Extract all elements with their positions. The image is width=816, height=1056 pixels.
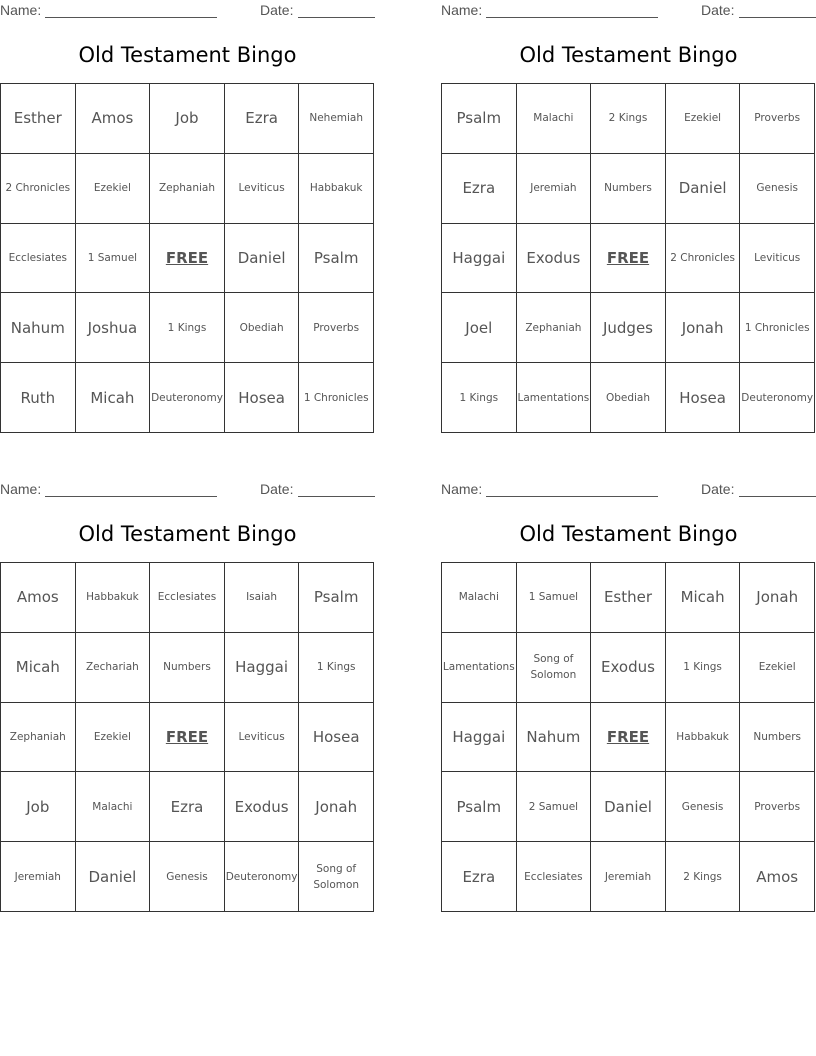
card-title: Old Testament Bingo (78, 43, 297, 67)
bingo-cell: Ezra (442, 154, 517, 224)
bingo-cell: Numbers (740, 703, 815, 773)
bingo-cell: Ezekiel (76, 154, 151, 224)
bingo-cell: Job (150, 84, 225, 154)
bingo-cell: Ruth (1, 363, 76, 433)
bingo-cell: Ezra (150, 772, 225, 842)
bingo-cell: Jeremiah (517, 154, 592, 224)
name-label: Name: (0, 481, 42, 497)
bingo-cell: Daniel (666, 154, 741, 224)
bingo-cell: Micah (1, 633, 76, 703)
date-label: Date: (260, 481, 294, 497)
bingo-cell: Exodus (517, 224, 592, 294)
card-title: Old Testament Bingo (519, 522, 738, 546)
bingo-cell: Numbers (591, 154, 666, 224)
bingo-cell: Jonah (740, 563, 815, 633)
bingo-cell: Lamentations (517, 363, 592, 433)
bingo-cell: Jonah (666, 293, 741, 363)
bingo-cell: Psalm (442, 84, 517, 154)
bingo-cell: Hosea (225, 363, 300, 433)
bingo-cell: 1 Kings (666, 633, 741, 703)
name-date-line (441, 2, 816, 20)
name-label: Name: (441, 2, 483, 18)
bingo-cell: Amos (1, 563, 76, 633)
bingo-cell: Lamentations (442, 633, 517, 703)
bingo-cell: Hosea (666, 363, 741, 433)
bingo-grid (0, 83, 374, 433)
bingo-cell: Leviticus (225, 703, 300, 773)
bingo-cell: Haggai (442, 703, 517, 773)
bingo-cell: Jeremiah (591, 842, 666, 912)
bingo-cell: Micah (666, 563, 741, 633)
bingo-cell: Psalm (299, 563, 374, 633)
bingo-cell: Ezekiel (740, 633, 815, 703)
bingo-cell: Genesis (150, 842, 225, 912)
bingo-cell: Haggai (225, 633, 300, 703)
free-space: FREE (150, 703, 225, 773)
bingo-cell: Zephaniah (150, 154, 225, 224)
name-blank (486, 17, 658, 18)
bingo-cell: Malachi (517, 84, 592, 154)
bingo-cell: 2 Kings (666, 842, 741, 912)
bingo-cell: Song of Solomon (299, 842, 374, 912)
bingo-cell: Leviticus (225, 154, 300, 224)
bingo-cell: Daniel (225, 224, 300, 294)
bingo-cell: Exodus (591, 633, 666, 703)
name-blank (45, 496, 217, 497)
bingo-cell: 2 Chronicles (1, 154, 76, 224)
name-date-line (441, 481, 816, 499)
date-label: Date: (701, 481, 735, 497)
bingo-grid (441, 562, 815, 912)
bingo-cell: Exodus (225, 772, 300, 842)
bingo-cell: Habbakuk (666, 703, 741, 773)
bingo-cell: Micah (76, 363, 151, 433)
bingo-cell: Malachi (442, 563, 517, 633)
bingo-cell: Ezekiel (666, 84, 741, 154)
bingo-cell: Job (1, 772, 76, 842)
bingo-cell: 1 Chronicles (299, 363, 374, 433)
card-title: Old Testament Bingo (78, 522, 297, 546)
bingo-cell: 1 Kings (442, 363, 517, 433)
name-label: Name: (441, 481, 483, 497)
bingo-cell: Zephaniah (1, 703, 76, 773)
bingo-grid (441, 83, 815, 433)
bingo-cell: Jonah (299, 772, 374, 842)
bingo-cell: Daniel (76, 842, 151, 912)
bingo-cell: Joshua (76, 293, 151, 363)
bingo-cell: Proverbs (740, 84, 815, 154)
bingo-cell: Zephaniah (517, 293, 592, 363)
bingo-cell: Isaiah (225, 563, 300, 633)
card-title: Old Testament Bingo (519, 43, 738, 67)
bingo-cell: Ecclesiates (1, 224, 76, 294)
bingo-cell: Leviticus (740, 224, 815, 294)
bingo-cell: Habbakuk (76, 563, 151, 633)
bingo-cell: Deuteronomy (740, 363, 815, 433)
bingo-cell: Proverbs (299, 293, 374, 363)
free-space: FREE (591, 703, 666, 773)
name-label: Name: (0, 2, 42, 18)
bingo-cell: Jeremiah (1, 842, 76, 912)
bingo-cell: Esther (591, 563, 666, 633)
name-blank (486, 496, 658, 497)
bingo-cell: 1 Samuel (76, 224, 151, 294)
date-blank (298, 17, 375, 18)
bingo-cell: Proverbs (740, 772, 815, 842)
bingo-cell: 2 Chronicles (666, 224, 741, 294)
bingo-cell: Song of Solomon (517, 633, 592, 703)
name-date-line (0, 2, 375, 20)
bingo-cell: Zechariah (76, 633, 151, 703)
date-label: Date: (701, 2, 735, 18)
bingo-grid (0, 562, 374, 912)
bingo-cell: Malachi (76, 772, 151, 842)
bingo-cell: Hosea (299, 703, 374, 773)
bingo-cell: Daniel (591, 772, 666, 842)
bingo-cell: 2 Kings (591, 84, 666, 154)
bingo-cell: Ecclesiates (517, 842, 592, 912)
bingo-cell: Nahum (517, 703, 592, 773)
bingo-cell: Ezekiel (76, 703, 151, 773)
date-blank (739, 17, 816, 18)
bingo-cell: Amos (76, 84, 151, 154)
date-blank (298, 496, 375, 497)
bingo-cell: Esther (1, 84, 76, 154)
bingo-cell: 1 Samuel (517, 563, 592, 633)
date-blank (739, 496, 816, 497)
name-date-line (0, 481, 375, 499)
bingo-cell: 1 Kings (150, 293, 225, 363)
bingo-cell: Obediah (225, 293, 300, 363)
date-label: Date: (260, 2, 294, 18)
bingo-cell: Ezra (442, 842, 517, 912)
bingo-cell: Obediah (591, 363, 666, 433)
bingo-cell: Psalm (442, 772, 517, 842)
bingo-cell: 2 Samuel (517, 772, 592, 842)
bingo-cell: Deuteronomy (225, 842, 300, 912)
bingo-cell: Nahum (1, 293, 76, 363)
bingo-cell: Nehemiah (299, 84, 374, 154)
bingo-cell: 1 Chronicles (740, 293, 815, 363)
bingo-cell: Ezra (225, 84, 300, 154)
bingo-cell: Deuteronomy (150, 363, 225, 433)
bingo-cell: Habbakuk (299, 154, 374, 224)
bingo-cell: Judges (591, 293, 666, 363)
bingo-cell: Haggai (442, 224, 517, 294)
free-space: FREE (150, 224, 225, 294)
bingo-cell: Psalm (299, 224, 374, 294)
bingo-cell: Joel (442, 293, 517, 363)
bingo-cell: Genesis (666, 772, 741, 842)
bingo-cell: Genesis (740, 154, 815, 224)
name-blank (45, 17, 217, 18)
bingo-cell: Amos (740, 842, 815, 912)
bingo-cell: 1 Kings (299, 633, 374, 703)
bingo-cell: Numbers (150, 633, 225, 703)
bingo-cell: Ecclesiates (150, 563, 225, 633)
free-space: FREE (591, 224, 666, 294)
